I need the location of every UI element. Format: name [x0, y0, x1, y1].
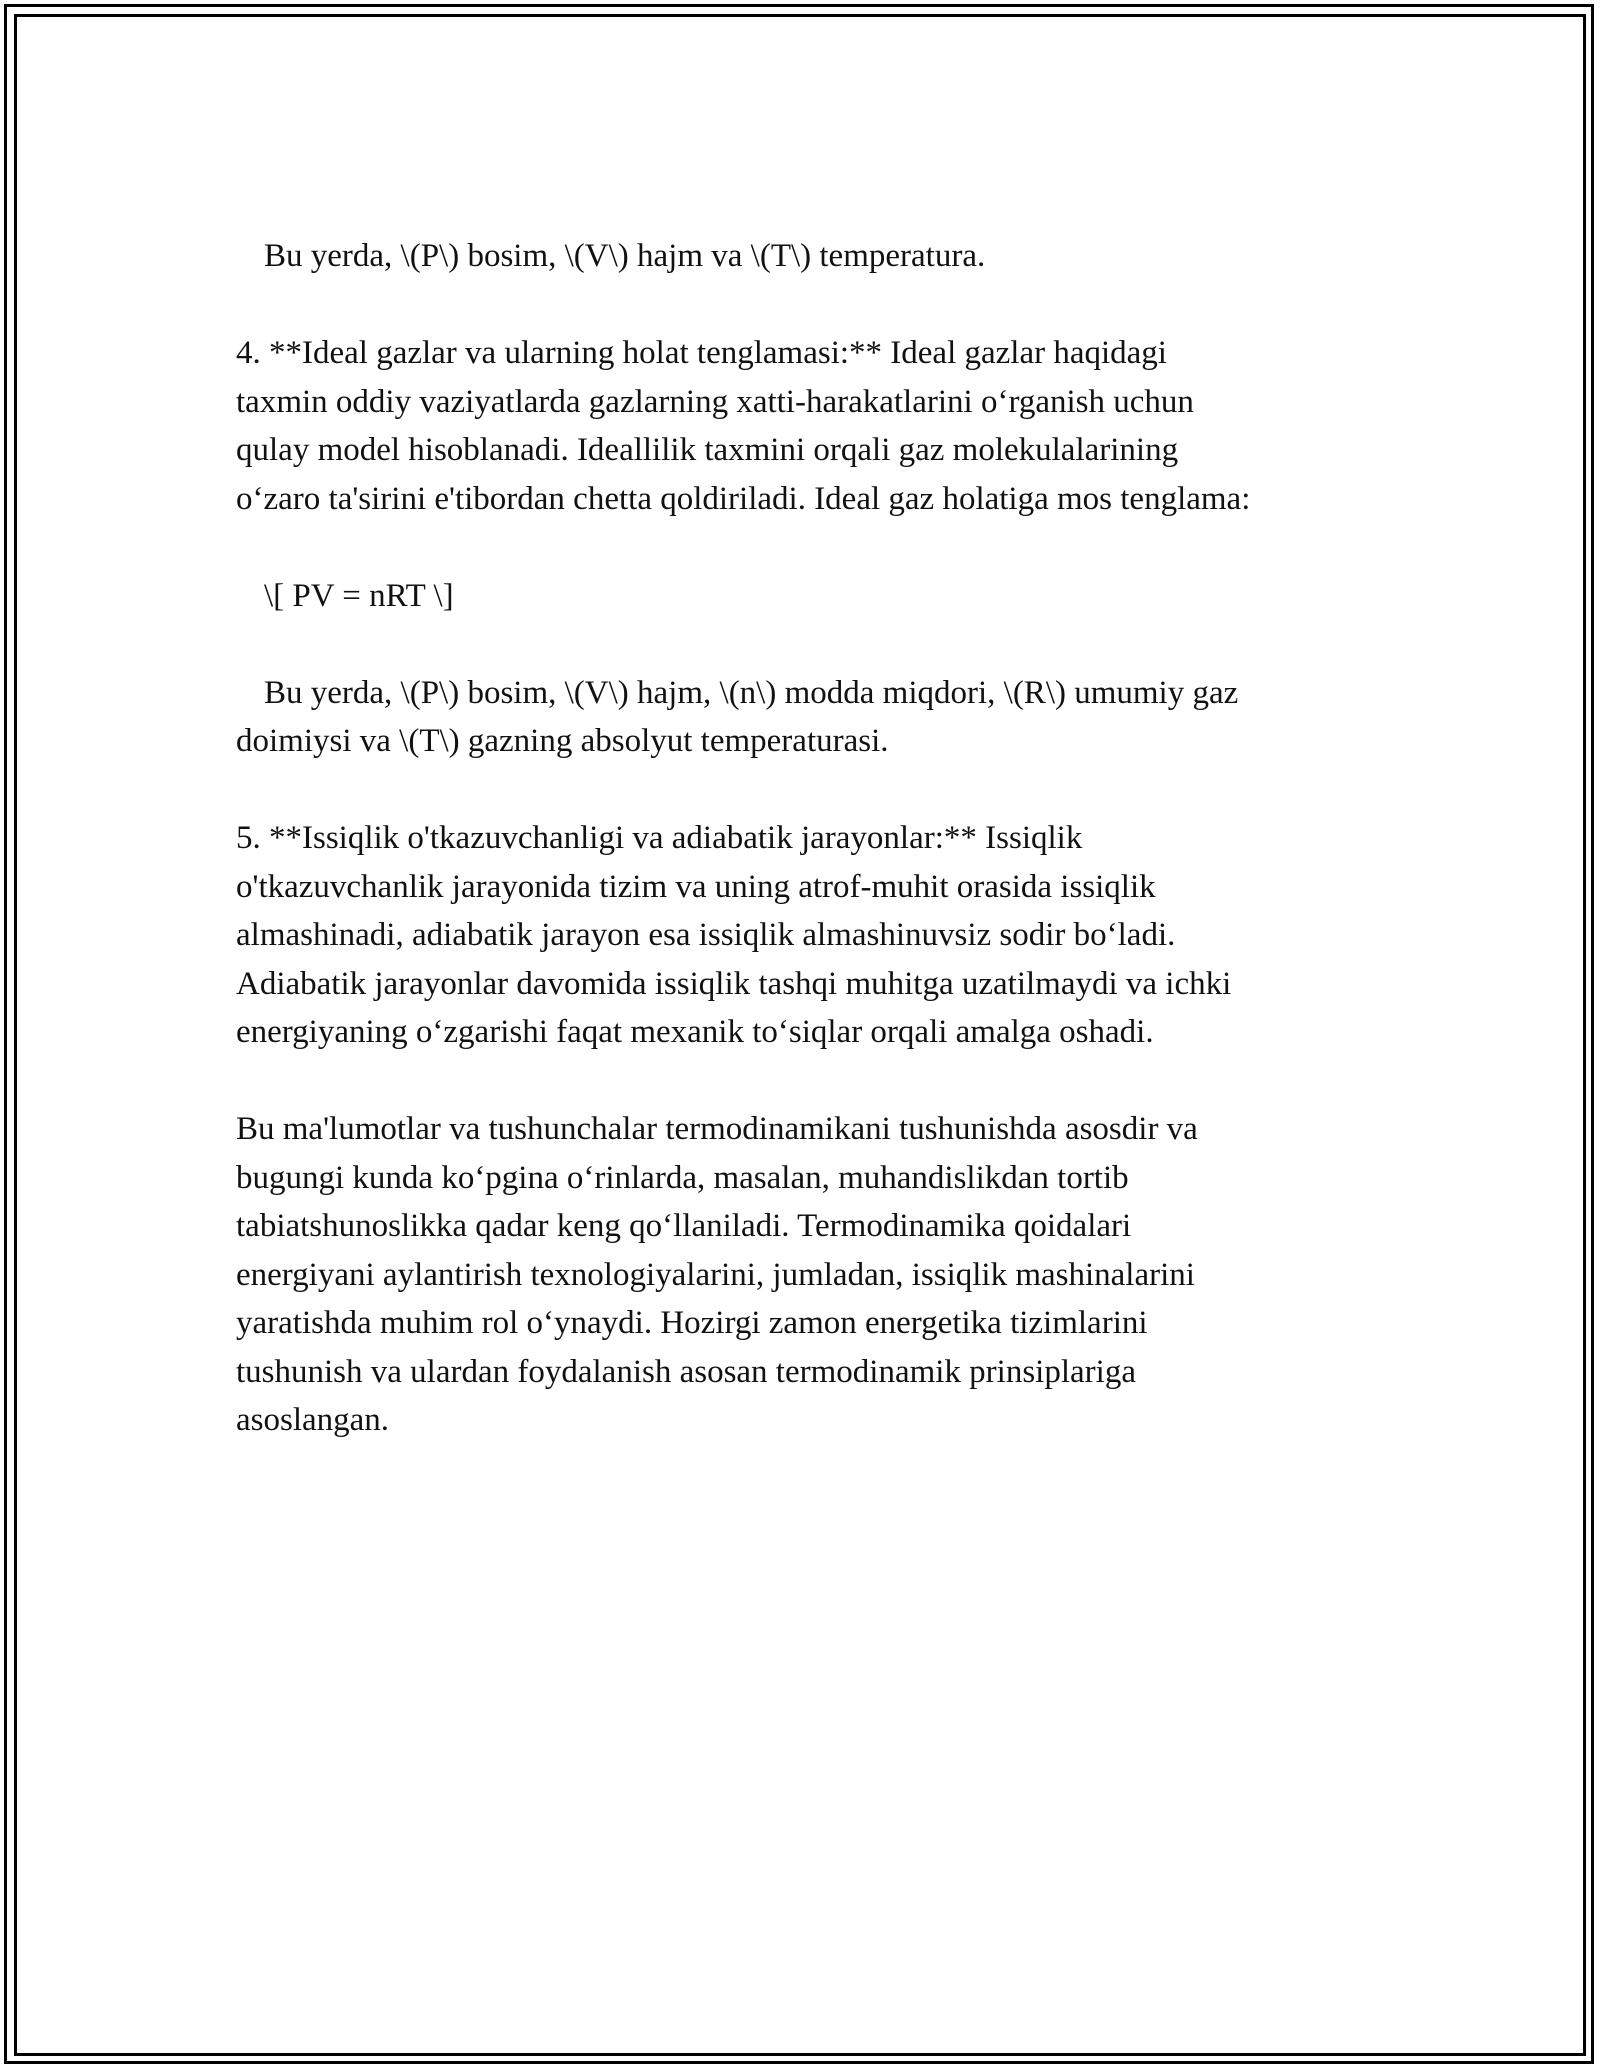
equation-line: \[ PV = nRT \]: [264, 577, 454, 614]
text-line: 4. **Ideal gazlar va ularning holat tenglamasi:** Ideal gazlar haqidagi: [236, 335, 1167, 371]
text-line: 5. **Issiqlik o'tkazuvchanligi va adiabatik jarayonlar:** Issiqlik: [236, 820, 1083, 856]
paragraph-gap: [236, 620, 1376, 669]
indented-note-pressure-volume-temperature: [236, 232, 1376, 281]
paragraph-gap: [236, 1057, 1376, 1106]
paragraph-gap: [236, 523, 1376, 572]
paragraph-conclusion: [236, 1105, 1376, 1445]
text-line: Bu ma'lumotlar va tushunchalar termodinamikani tushunishda asosdir va: [236, 1111, 1198, 1147]
text-line: yaratishda muhim rol o‘ynaydi. Hozirgi zamon energetika tizimlarini: [236, 1305, 1148, 1341]
paragraph-gap: [236, 281, 1376, 330]
document-body: [236, 232, 1376, 1445]
text-line: almashinadi, adiabatik jarayon esa issiqlik almashinuvsiz sodir bo‘ladi.: [236, 917, 1176, 953]
indented-note-equation-variables: [236, 669, 1376, 766]
text-line: Bu yerda, \(P\) bosim, \(V\) hajm, \(n\) modda miqdori, \(R\) umumiy gaz: [264, 674, 1239, 711]
paragraph-heat-conduction-adiabatic: [236, 814, 1376, 1057]
text-line: Adiabatik jarayonlar davomida issiqlik tashqi muhitga uzatilmaydi va ichki: [236, 965, 1232, 1002]
text-line: taxmin oddiy vaziyatlarda gazlarning xatti-harakatlarini o‘rganish uchun: [236, 383, 1194, 420]
text-line: o‘zaro ta'sirini e'tibordan chetta qoldiriladi. Ideal gaz holatiga mos tenglama:: [236, 480, 1251, 517]
equation-ideal-gas-law: [236, 572, 1376, 621]
text-line: tushunish va ulardan foydalanish asosan termodinamik prinsiplariga: [236, 1353, 1136, 1390]
text-line: doimiysi va \(T\) gazning absolyut temperaturasi.: [236, 723, 889, 759]
text-line: energiyaning o‘zgarishi faqat mexanik to‘siqlar orqali amalga oshadi.: [236, 1014, 1154, 1050]
paragraph-gap: [236, 766, 1376, 815]
text-line: asoslangan.: [236, 1402, 390, 1438]
paragraph-ideal-gases: [236, 329, 1376, 523]
text-line: Bu yerda, \(P\) bosim, \(V\) hajm va \(T\) temperatura.: [264, 238, 986, 274]
text-line: bugungi kunda ko‘pgina o‘rinlarda, masalan, muhandislikdan tortib: [236, 1159, 1129, 1196]
text-line: qulay model hisoblanadi. Ideallilik taxmini orqali gaz molekulalarining: [236, 432, 1179, 468]
text-line: tabiatshunoslikka qadar keng qo‘llaniladi. Termodinamika qoidalari: [236, 1208, 1132, 1244]
text-line: o'tkazuvchanlik jarayonida tizim va uning atrof-muhit orasida issiqlik: [236, 868, 1156, 905]
text-line: energiyani aylantirish texnologiyalarini, jumladan, issiqlik mashinalarini: [236, 1256, 1195, 1293]
